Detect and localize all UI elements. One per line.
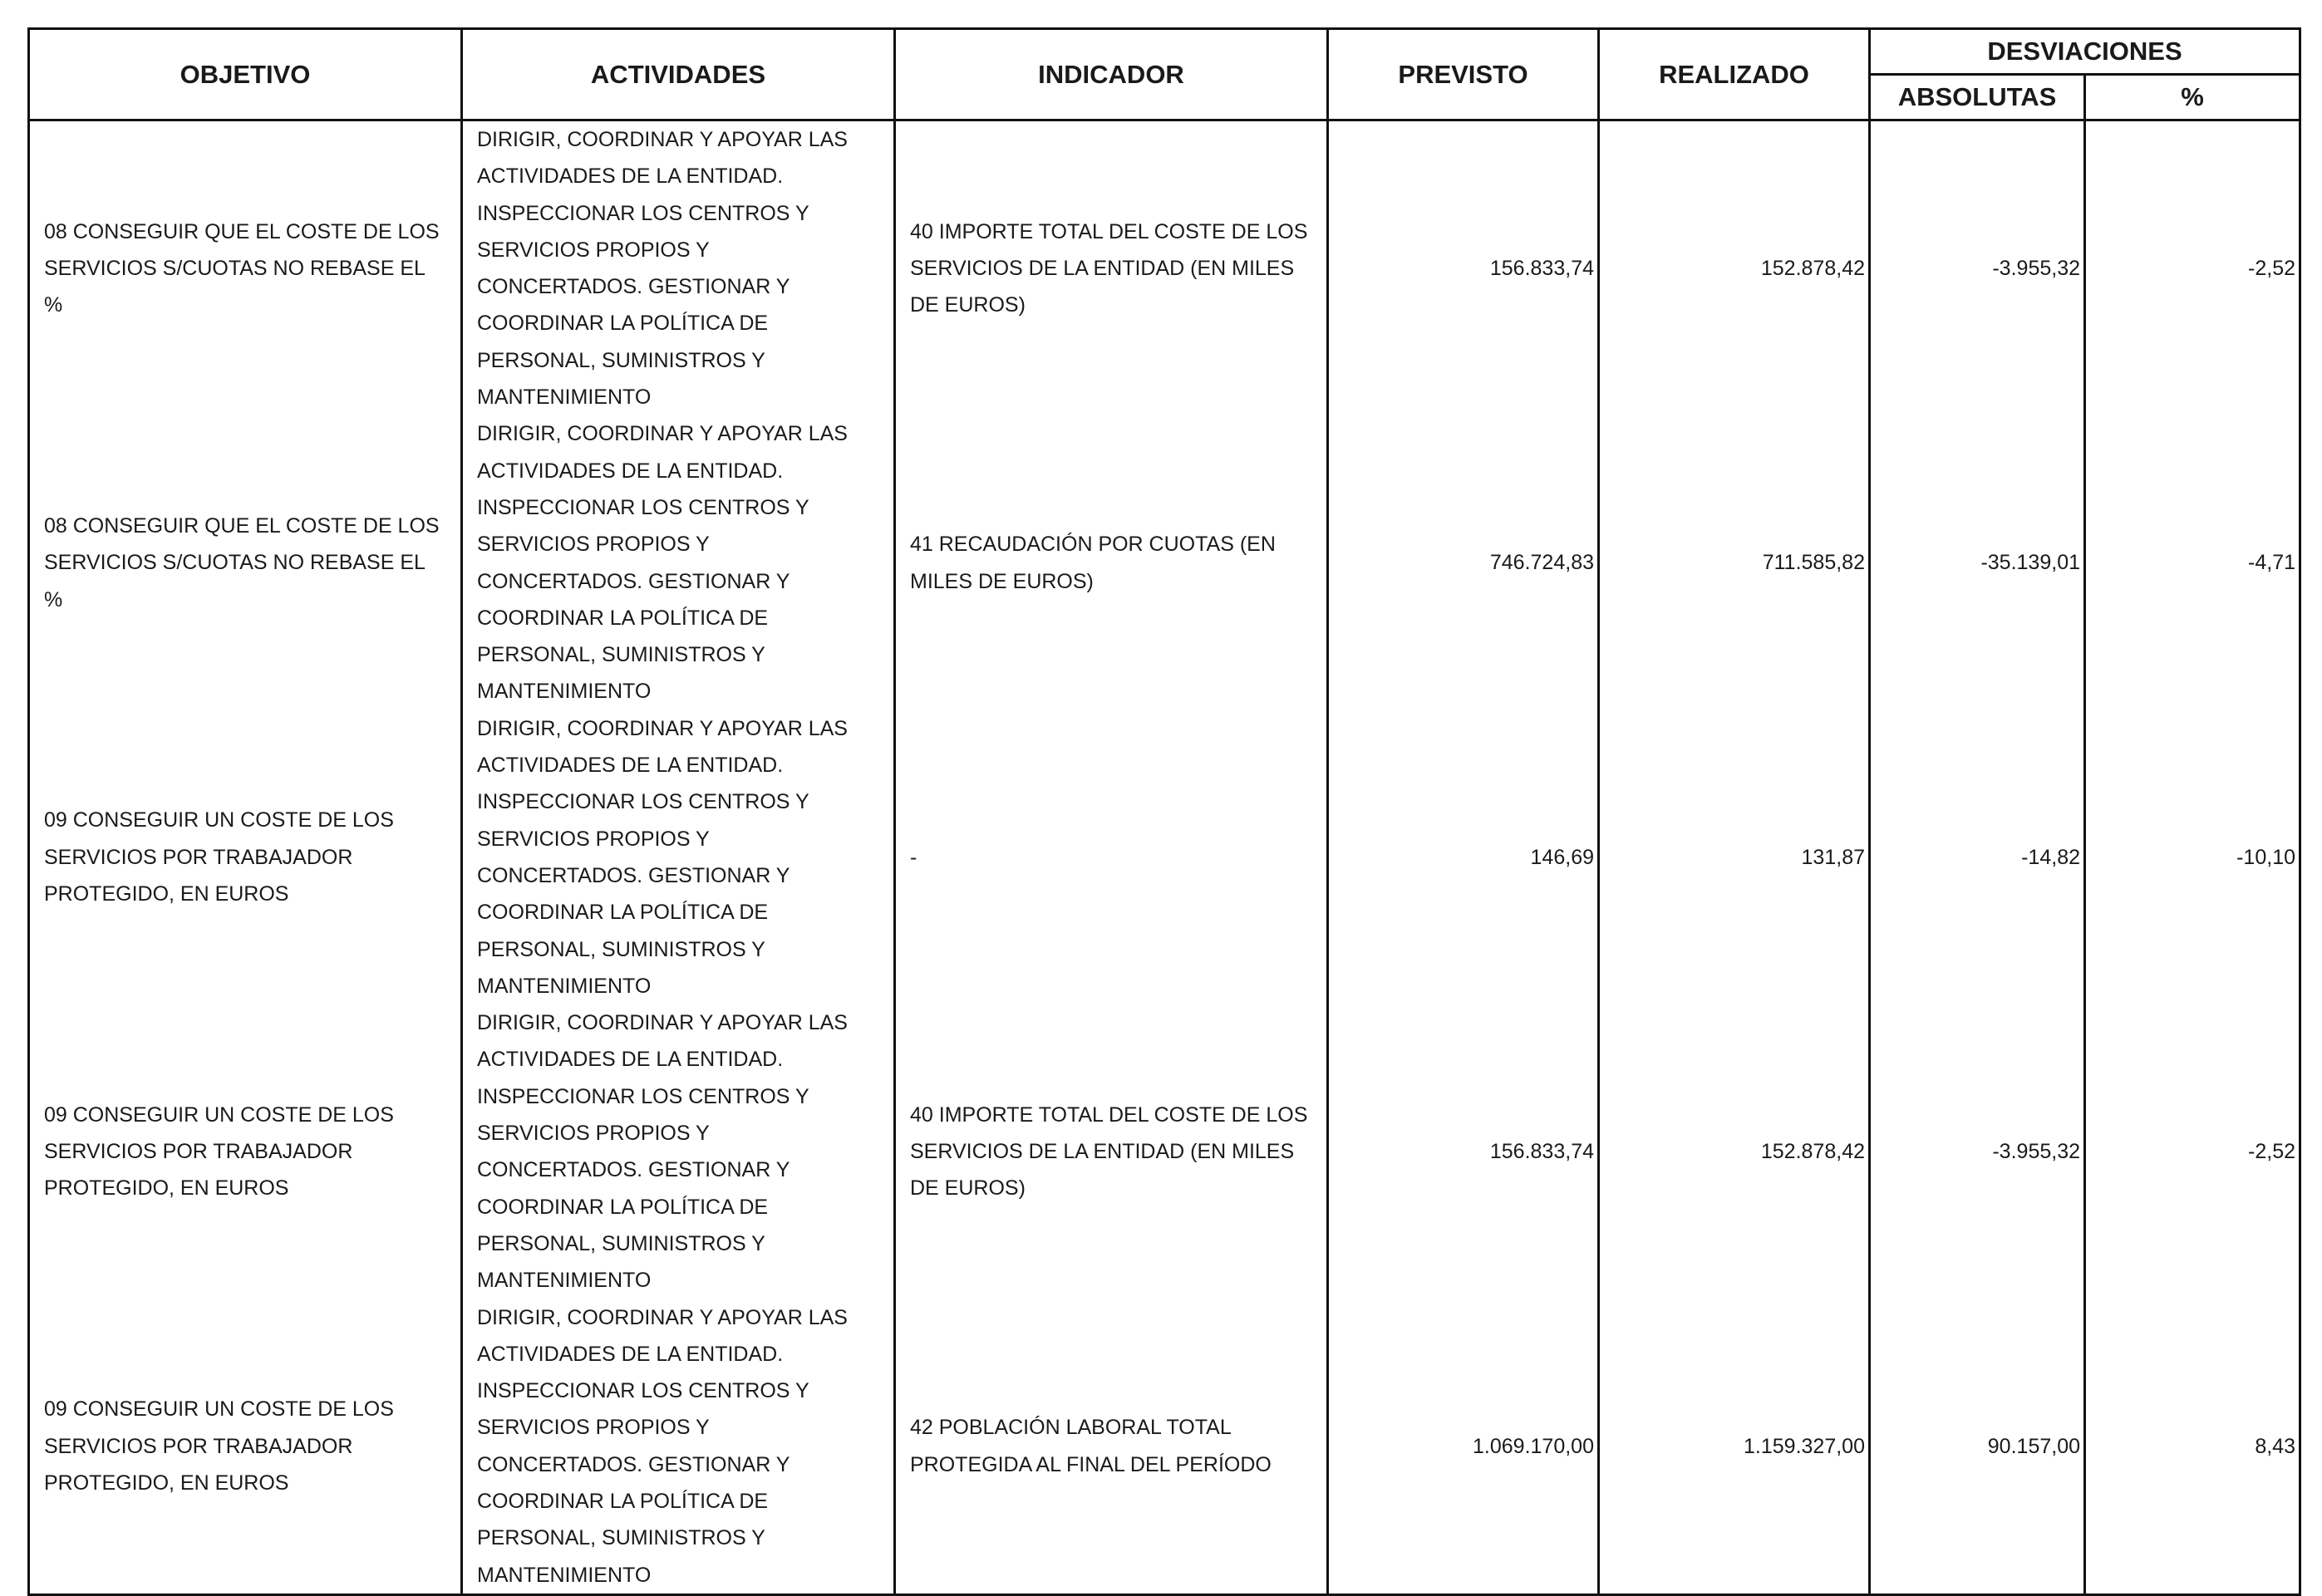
table-row [29, 415, 2300, 710]
cell-previsto: 146,69 [1328, 710, 1599, 1004]
cell-indicador: 40 IMPORTE TOTAL DEL COSTE DE LOS SERVICIOS DE LA ENTIDAD (EN MILES DE EUROS) [895, 1004, 1328, 1299]
cell-objetivo: 09 CONSEGUIR UN COSTE DE LOS SERVICIOS POR TRABAJADOR PROTEGIDO, EN EUROS [29, 710, 462, 1004]
header-realizado: REALIZADO [1599, 29, 1870, 120]
cell-porcentaje: -2,52 [2085, 1004, 2300, 1299]
table-row [29, 1299, 2300, 1595]
table-row [29, 1004, 2300, 1299]
cell-absolutas: -35.139,01 [1870, 415, 2085, 710]
cell-porcentaje: -2,52 [2085, 120, 2300, 416]
objectives-table [27, 27, 2301, 1596]
header-indicador: INDICADOR [895, 29, 1328, 120]
cell-realizado: 711.585,82 [1599, 415, 1870, 710]
cell-actividades: DIRIGIR, COORDINAR Y APOYAR LAS ACTIVIDADES DE LA ENTIDAD. INSPECCIONAR LOS CENTROS Y SERVICIOS PROPIOS Y CONCERTADOS. GESTIONAR Y COORDINAR LA POLÍTICA DE PERSONAL, SUMINISTROS Y MANTENIMIENTO [462, 1299, 895, 1595]
cell-realizado: 152.878,42 [1599, 1004, 1870, 1299]
cell-porcentaje: 8,43 [2085, 1299, 2300, 1595]
cell-actividades: DIRIGIR, COORDINAR Y APOYAR LAS ACTIVIDADES DE LA ENTIDAD. INSPECCIONAR LOS CENTROS Y SERVICIOS PROPIOS Y CONCERTADOS. GESTIONAR Y COORDINAR LA POLÍTICA DE PERSONAL, SUMINISTROS Y MANTENIMIENTO [462, 415, 895, 710]
cell-actividades: DIRIGIR, COORDINAR Y APOYAR LAS ACTIVIDADES DE LA ENTIDAD. INSPECCIONAR LOS CENTROS Y SERVICIOS PROPIOS Y CONCERTADOS. GESTIONAR Y COORDINAR LA POLÍTICA DE PERSONAL, SUMINISTROS Y MANTENIMIENTO [462, 710, 895, 1004]
cell-absolutas: -3.955,32 [1870, 120, 2085, 416]
cell-porcentaje: -10,10 [2085, 710, 2300, 1004]
cell-realizado: 152.878,42 [1599, 120, 1870, 416]
header-previsto: PREVISTO [1328, 29, 1599, 120]
cell-previsto: 746.724,83 [1328, 415, 1599, 710]
cell-realizado: 1.159.327,00 [1599, 1299, 1870, 1595]
cell-previsto: 1.069.170,00 [1328, 1299, 1599, 1595]
table-row [29, 120, 2300, 416]
cell-indicador: 40 IMPORTE TOTAL DEL COSTE DE LOS SERVICIOS DE LA ENTIDAD (EN MILES DE EUROS) [895, 120, 1328, 416]
cell-porcentaje: -4,71 [2085, 415, 2300, 710]
cell-absolutas: -3.955,32 [1870, 1004, 2085, 1299]
header-porcentaje: % [2085, 75, 2300, 120]
cell-objetivo: 08 CONSEGUIR QUE EL COSTE DE LOS SERVICIOS S/CUOTAS NO REBASE EL % [29, 415, 462, 710]
table-row [29, 710, 2300, 1004]
header-objetivo: OBJETIVO [29, 29, 462, 120]
header-actividades: ACTIVIDADES [462, 29, 895, 120]
cell-objetivo: 09 CONSEGUIR UN COSTE DE LOS SERVICIOS POR TRABAJADOR PROTEGIDO, EN EUROS [29, 1004, 462, 1299]
cell-indicador: 41 RECAUDACIÓN POR CUOTAS (EN MILES DE EUROS) [895, 415, 1328, 710]
cell-absolutas: 90.157,00 [1870, 1299, 2085, 1595]
cell-previsto: 156.833,74 [1328, 1004, 1599, 1299]
cell-realizado: 131,87 [1599, 710, 1870, 1004]
cell-actividades: DIRIGIR, COORDINAR Y APOYAR LAS ACTIVIDADES DE LA ENTIDAD. INSPECCIONAR LOS CENTROS Y SERVICIOS PROPIOS Y CONCERTADOS. GESTIONAR Y COORDINAR LA POLÍTICA DE PERSONAL, SUMINISTROS Y MANTENIMIENTO [462, 120, 895, 416]
cell-indicador: 42 POBLACIÓN LABORAL TOTAL PROTEGIDA AL FINAL DEL PERÍODO [895, 1299, 1328, 1595]
cell-absolutas: -14,82 [1870, 710, 2085, 1004]
cell-objetivo: 09 CONSEGUIR UN COSTE DE LOS SERVICIOS POR TRABAJADOR PROTEGIDO, EN EUROS [29, 1299, 462, 1595]
cell-indicador: - [895, 710, 1328, 1004]
cell-objetivo: 08 CONSEGUIR QUE EL COSTE DE LOS SERVICIOS S/CUOTAS NO REBASE EL % [29, 120, 462, 416]
header-absolutas: ABSOLUTAS [1870, 75, 2085, 120]
cell-previsto: 156.833,74 [1328, 120, 1599, 416]
header-desviaciones: DESVIACIONES [1870, 29, 2300, 75]
cell-actividades: DIRIGIR, COORDINAR Y APOYAR LAS ACTIVIDADES DE LA ENTIDAD. INSPECCIONAR LOS CENTROS Y SERVICIOS PROPIOS Y CONCERTADOS. GESTIONAR Y COORDINAR LA POLÍTICA DE PERSONAL, SUMINISTROS Y MANTENIMIENTO [462, 1004, 895, 1299]
